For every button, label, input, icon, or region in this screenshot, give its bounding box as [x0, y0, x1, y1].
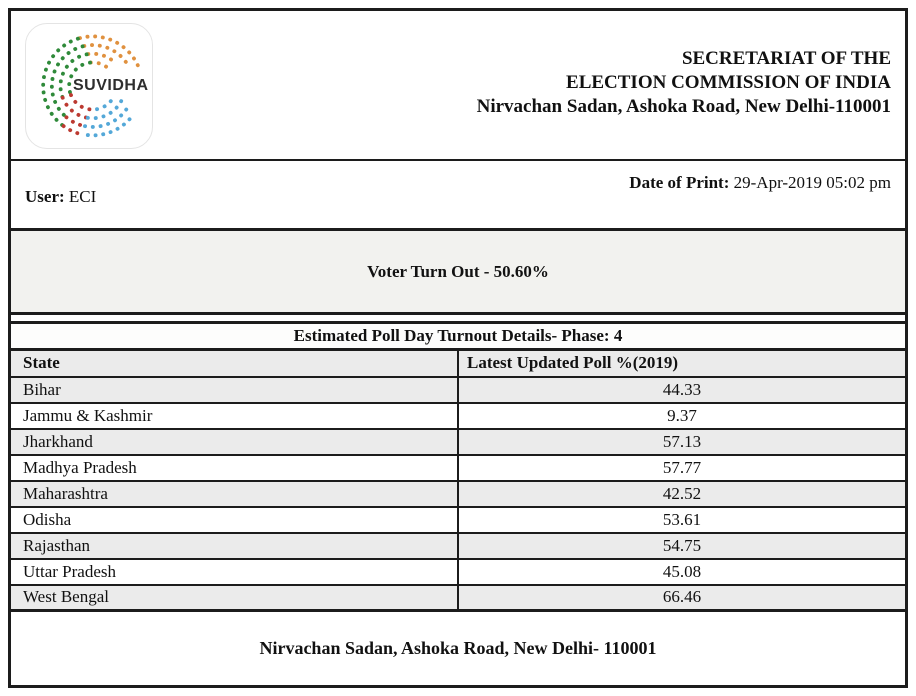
state-cell: Jharkhand: [11, 429, 458, 455]
org-address-block: [477, 11, 905, 119]
table-row: [11, 507, 905, 533]
footer-address: [11, 612, 905, 685]
state-cell: West Bengal: [11, 585, 458, 611]
state-cell: Madhya Pradesh: [11, 455, 458, 481]
turnout-table: [11, 321, 905, 612]
poll-cell: 66.46: [458, 585, 905, 611]
footer-address-text: Nirvachan Sadan, Ashoka Road, New Delhi- 110001: [259, 638, 657, 658]
table-row: [11, 559, 905, 585]
poll-cell: 9.37: [458, 403, 905, 429]
report-header: [11, 11, 905, 161]
table-title-row: [11, 323, 905, 350]
user-field: [25, 187, 96, 207]
column-header-poll: Latest Updated Poll %(2019): [458, 350, 905, 377]
org-line-2: ELECTION COMMISSION OF INDIA: [566, 72, 891, 93]
voter-turnout-band: [11, 231, 905, 315]
table-row: [11, 429, 905, 455]
state-cell: Uttar Pradesh: [11, 559, 458, 585]
state-cell: Maharashtra: [11, 481, 458, 507]
logo-arc-red-1: [62, 125, 77, 133]
state-cell: Bihar: [11, 377, 458, 403]
suvidha-logo: [25, 23, 153, 149]
turnout-table-body: [11, 377, 905, 611]
logo-arc-blue-4: [92, 101, 111, 109]
meta-row: [11, 161, 905, 231]
table-title: Estimated Poll Day Turnout Details- Phase: 4: [11, 323, 905, 350]
poll-cell: 53.61: [458, 507, 905, 533]
org-line-1: SECRETARIAT OF THE: [681, 48, 891, 69]
state-cell: Jammu & Kashmir: [11, 403, 458, 429]
table-row: [11, 455, 905, 481]
table-row: [11, 403, 905, 429]
state-cell: Odisha: [11, 507, 458, 533]
logo-arc-orange-4: [91, 62, 108, 68]
poll-cell: 54.75: [458, 533, 905, 559]
table-row: [11, 481, 905, 507]
poll-cell: 57.13: [458, 429, 905, 455]
poll-cell: 44.33: [458, 377, 905, 403]
voter-turnout-text: Voter Turn Out - 50.60%: [367, 261, 549, 281]
table-row: [11, 585, 905, 611]
logo-arc-blue-1: [83, 119, 130, 135]
date-of-print-value: 29-Apr-2019 05:02 pm: [733, 173, 891, 192]
suvidha-logo-label: SUVIDHA: [73, 77, 149, 94]
poll-cell: 57.77: [458, 455, 905, 481]
date-of-print-field: [629, 173, 891, 193]
report-document: [8, 8, 908, 688]
poll-cell: 45.08: [458, 559, 905, 585]
org-line-3: Nirvachan Sadan, Ashoka Road, New Delhi-110001: [476, 96, 891, 117]
table-row: [11, 377, 905, 403]
logo-arc-blue-3: [87, 101, 121, 118]
date-of-print-label: Date of Print:: [629, 173, 730, 192]
table-row: [11, 533, 905, 559]
user-value: ECI: [68, 187, 97, 206]
turnout-table-head: [11, 323, 905, 377]
state-cell: Rajasthan: [11, 533, 458, 559]
user-label: User:: [25, 187, 65, 206]
column-header-state: State: [11, 350, 458, 377]
poll-cell: 42.52: [458, 481, 905, 507]
table-header-row: [11, 350, 905, 377]
